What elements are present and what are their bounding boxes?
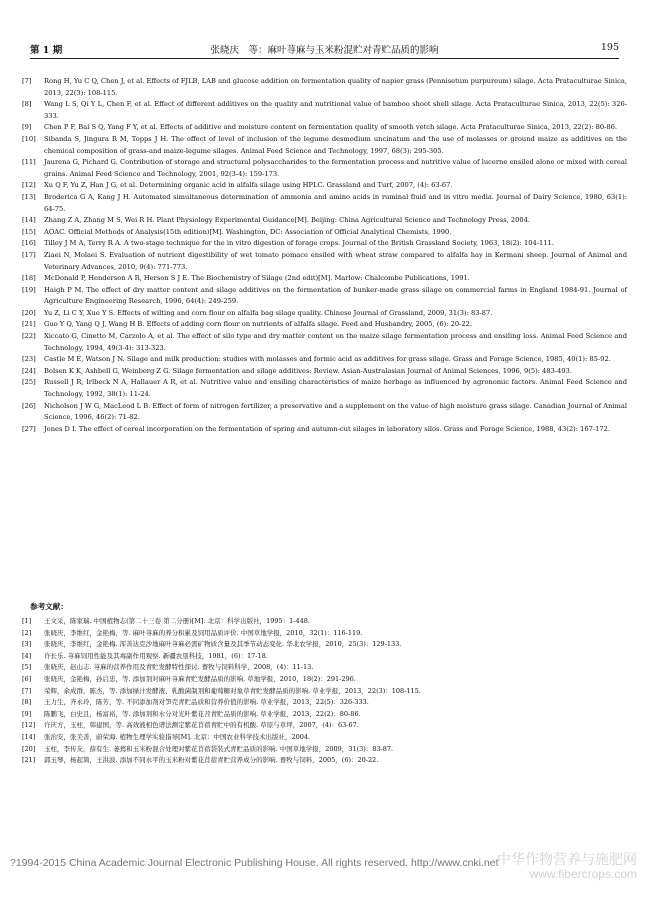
reference-number: [22] (22, 332, 36, 341)
chinese-references (22, 616, 627, 767)
reference-item (22, 651, 627, 663)
reference-text: 王力生，齐永玲，陈芳，等. 不同添加剂对笋壳青贮品质和营养价值的影响. 草业学报，2013，22(5)：326-333. (44, 698, 369, 707)
reference-item (22, 319, 627, 331)
reference-item (22, 662, 627, 674)
reference-item (22, 616, 627, 628)
reference-number: [2] (22, 628, 32, 637)
reference-text: 许庆方，玉柱，韩建国，等. 高效液相色谱法测定紫花苜蓿青贮中的有机酸. 草原与草坪，2007，(4)：63-67. (44, 721, 359, 730)
reference-item (22, 401, 627, 424)
reference-item (22, 215, 627, 227)
reference-item (22, 134, 627, 157)
reference-item (22, 709, 627, 721)
reference-text: AOAC. Official Methods of Analysis(15th edition)[M]. Washington, DC: Association of Official Analytical Chemists, 1990. (44, 227, 452, 236)
reference-item (22, 122, 627, 134)
reference-number: [14] (22, 732, 36, 741)
reference-number: [20] (22, 744, 36, 753)
reference-number: [27] (22, 424, 36, 433)
reference-text: 张晓庆，赵山志. 荨麻的营养作用及青贮发酵特性探讨. 畜牧与饲料科学，2008，(4)：11-13. (44, 663, 314, 672)
watermark-en: www.fibercrops.com (529, 867, 637, 881)
reference-text: Rong H, Yu C Q, Chen J, et al. Effects of FJLB, LAB and glucose addition on fermentation quality of napier grass (Pennisetum purpureum) silage. Acta Prataculturae Sinica, 2013, 22(3): 108-115. (44, 77, 627, 97)
reference-text: Xu Q F, Yu Z, Han J G, et al. Determining organic acid in alfalfa silage using HPLC. Grassland and Turf, 2007, (4): 63-67. (44, 181, 453, 190)
reference-number: [17] (22, 250, 36, 259)
reference-number: [21] (22, 756, 36, 765)
reference-number: [9] (22, 123, 32, 132)
reference-item (22, 686, 627, 698)
reference-number: [6] (22, 674, 32, 683)
copyright-footer: ?1994-2015 China Academic Journal Electronic Publishing House. All rights reserved. http://www.cnki.net (10, 857, 499, 869)
reference-number: [23] (22, 355, 36, 364)
reference-number: [12] (22, 181, 36, 190)
english-references (22, 76, 627, 435)
reference-text: Russell J R, Irlbeck N A, Hallauer A R, et al. Nutritive value and ensiling characteristics of maize herbage as influenced by agronomic factors. Animal Feed Science and Technology, 1992, 38(1): 11-24. (44, 378, 627, 399)
reference-item (22, 697, 627, 709)
reference-item (22, 308, 627, 320)
reference-text: 许长乐. 荨麻饲用性能及其毒副作用观察. 新疆农垦科技，1981，(6)：17-18. (44, 651, 268, 660)
reference-item (22, 273, 627, 285)
reference-number: [12] (22, 721, 36, 730)
reference-text: 郭玉琴，杨起简，王洪波. 添加不同水平的玉米粉对紫花苜蓿青贮营养成分的影响. 畜牧与饲料，2005，(6)：20-22. (44, 756, 379, 765)
reference-text: Nicholson J W G, MacLeod L B. Effect of form of nitrogen fertilizer, a preservative and a supplement on the value of high moisture grass silage. Canadian Journal of Animal Science, 1996, 46(2): 71-82. (44, 401, 627, 422)
watermark-cn: 中华作物营养与施肥网 (497, 851, 637, 867)
reference-number: [18] (22, 274, 36, 283)
reference-text: 张晓庆，李维红，金艳梅，等. 麻叶荨麻的养分积累及饲用品质评价. 中国草地学报，2010，32(1)：116-119. (44, 628, 363, 637)
reference-item (22, 354, 627, 366)
reference-text: 张晓庆，金艳梅，孙启忠，等. 添加剂对麻叶荨麻青贮发酵品质的影响. 草地学报，2010，18(2)：291-296. (44, 674, 356, 683)
reference-number: [7] (22, 686, 32, 695)
issue-number: 第 1 期 (30, 45, 63, 56)
reference-text: Broderica G A, Kang J H. Automated simultaneous determination of ammonia and amino acids in ruminal fluid and in vitro media. Journal of Dairy Science, 1980, 63(1): 64-75. (44, 192, 627, 213)
watermark (497, 851, 637, 881)
reference-item (22, 744, 627, 756)
reference-text: Chen P F, Bai S Q, Yang F Y, et al. Effects of additive and moisture content on fermentation quality of smooth vetch silage. Acta Prataculturae Sinica, 2013, 22(2): 80-86. (44, 123, 618, 132)
reference-item (22, 192, 627, 215)
reference-item (22, 732, 627, 744)
reference-number: [19] (22, 285, 36, 294)
reference-number: [16] (22, 239, 36, 248)
reference-item (22, 180, 627, 192)
reference-text: 陈鹏飞，白史且，杨富裕，等. 添加剂和水分对光叶紫花苕青贮品质的影响. 草业学报，2013，22(2)：80-86. (44, 709, 361, 718)
reference-number: [26] (22, 401, 36, 410)
reference-item (22, 285, 627, 308)
reference-number: [7] (22, 77, 32, 85)
reference-item (22, 99, 627, 122)
reference-item (22, 674, 627, 686)
reference-item (22, 227, 627, 239)
reference-number: [8] (22, 698, 32, 707)
reference-item (22, 377, 627, 400)
reference-number: [13] (22, 192, 36, 201)
reference-text: Jaurena G, Pichard G. Contribution of storage and structural polysaccharides to the fermentation process and nutritive value of lucerne ensiled alone or mixed with cereal grains. Animal Feed Science and Technology, 2001, 92(3-4): 159-173. (44, 158, 627, 178)
reference-text: Guo Y Q, Yang Q J, Wang H B. Effects of adding corn flour on nutrients of alfalfa silage. Feed and Husbandry, 2005, (6): 20-22. (44, 320, 473, 329)
reference-number: [8] (22, 100, 32, 109)
reference-number: [1] (22, 617, 32, 625)
reference-number: [4] (22, 651, 32, 660)
references-heading: 参考文献： (30, 602, 68, 611)
reference-number: [20] (22, 308, 36, 317)
reference-item (22, 238, 627, 250)
reference-text: Zhang Z A, Zhang M S, Wei R H. Plant Physiology Experimental Guidance[M]. Beijing: China Agricultural Science and Technology Press, 2004. (44, 216, 531, 225)
reference-number: [11] (22, 158, 36, 167)
reference-item (22, 250, 627, 273)
reference-number: [15] (22, 227, 36, 236)
reference-text: 荣辉，余成群，陈杰，等. 添加绿汁发酵液、乳酸菌制剂和葡萄糖对象草青贮发酵品质的影响. 草业学报，2013，22(3)：108-115. (44, 686, 421, 695)
reference-text: 玉柱，李传友，薛有生. 萎蔫和玉米粉混合处理对紫花苜蓿袋装式青贮品质的影响. 中国草地学报，2009，31(3)：83-87. (44, 744, 394, 753)
reference-number: [25] (22, 378, 36, 387)
reference-item (22, 76, 627, 99)
reference-number: [9] (22, 709, 32, 718)
reference-text: McDonald P, Henderson A R, Herson S J E. The Biochemistry of Silage (2nd edit)[M]. Marlow: Chalcombe Publications, 1991. (44, 274, 470, 283)
reference-text: Castle M E, Watson J N. Silage and milk production: studies with molasses and formic acid as additives for grass silage. Grass and Forage Science, 1985, 40(1): 85-92. (44, 355, 611, 364)
reference-text: Bolsen K K, Ashbell G, Weinberg Z G. Silage fermentation and silage additives: Review. Asian-Australasian Journal of Animal Sciences, 1996, 9(5): 483-493. (44, 366, 572, 375)
reference-item (22, 366, 627, 378)
reference-text: Jones D I. The effect of cereal incorporation on the fermentation of spring and autumn-cut silages in laboratory silos. Grass and Forage Science, 1988, 43(2): 167-172. (44, 424, 611, 433)
reference-text: Xiccato G, Cinetto M, Carzolo A, et al. The effect of silo type and dry matter content on the maize silage fermentation process and ensiling loss. Animal Feed Science and Technology, 1994, 49(3-4): 313-323. (44, 332, 627, 352)
reference-text: Ziaei N, Molaei S. Evaluation of nutrient digestibility of wet tomato pomace ensiled with wheat straw compared to alfalfa hay in Kermani sheep. Journal of Animal and Veterinary Advances, 2010, 9(4): 771-773. (44, 250, 627, 271)
reference-item (22, 628, 627, 640)
reference-text: 张治安，张美善，蔚荣海. 植物生理学实验指导[M]. 北京：中国农业科学技术出版社，2004. (44, 732, 311, 741)
reference-number: [24] (22, 366, 36, 375)
reference-item (22, 720, 627, 732)
reference-text: Sibanda S, Jingura R M, Topps J H. The effect of level of inclusion of the legume desmodium uncinatum and the use of molasses or ground maize as additives on the chemical composition of grass-and maize-legume silages. Animal Feed Science and Technology, 1997, 68(3): 295-305. (44, 134, 627, 155)
reference-text: Wang L S, Qi Y L, Chen F, et al. Effect of different additives on the quality and nutritional value of bamboo shoot shell silage. Acta Prataculturae Sinica, 2013, 22(5): 326-333. (44, 100, 627, 120)
reference-text: Yu Z, Li C Y, Xue Y S. Effects of wilting and corn flour on alfalfa bag silage quality. Chinese Journal of Grassland, 2009, 31(3): 83-87. (44, 308, 493, 317)
reference-number: [3] (22, 640, 32, 649)
reference-number: [10] (22, 134, 36, 143)
page-number: 195 (600, 42, 619, 53)
reference-item (22, 157, 627, 180)
reference-number: [5] (22, 663, 32, 672)
reference-number: [21] (22, 320, 36, 329)
reference-text: 王文采，陈家瑞. 中国植物志(第二十三卷 第二分册)[M]. 北京：科学出版社，1995：1-448. (44, 617, 310, 625)
reference-number: [14] (22, 216, 36, 225)
reference-item (22, 331, 627, 354)
running-title: 张晓庆 等：麻叶荨麻与玉米粉混贮对青贮品质的影响 (210, 45, 439, 56)
reference-item (22, 755, 627, 767)
page-header (30, 42, 619, 58)
reference-text: Tilley J M A, Terry R A. A two-stage technique for the in vitro digestion of forage crops. Journal of the British Grassland Society, 1963, 18(2): 104-111. (44, 239, 554, 248)
reference-text: 张晓庆，李维红，金艳梅. 浑善达克沙地麻叶荨麻必需矿物质含量及其季节动态变化. 华北农学报，2010，25(3)：129-133. (44, 640, 402, 649)
reference-text: Haigh P M. The effect of dry matter content and silage additives on the fermentation of bunker-made grass silage on commercial farms in England 1984-91. Journal of Agriculture Engineering Research, 1996, 64(4): 249-259. (44, 285, 627, 306)
header-rule (30, 58, 619, 59)
reference-item (22, 639, 627, 651)
reference-item (22, 424, 627, 436)
